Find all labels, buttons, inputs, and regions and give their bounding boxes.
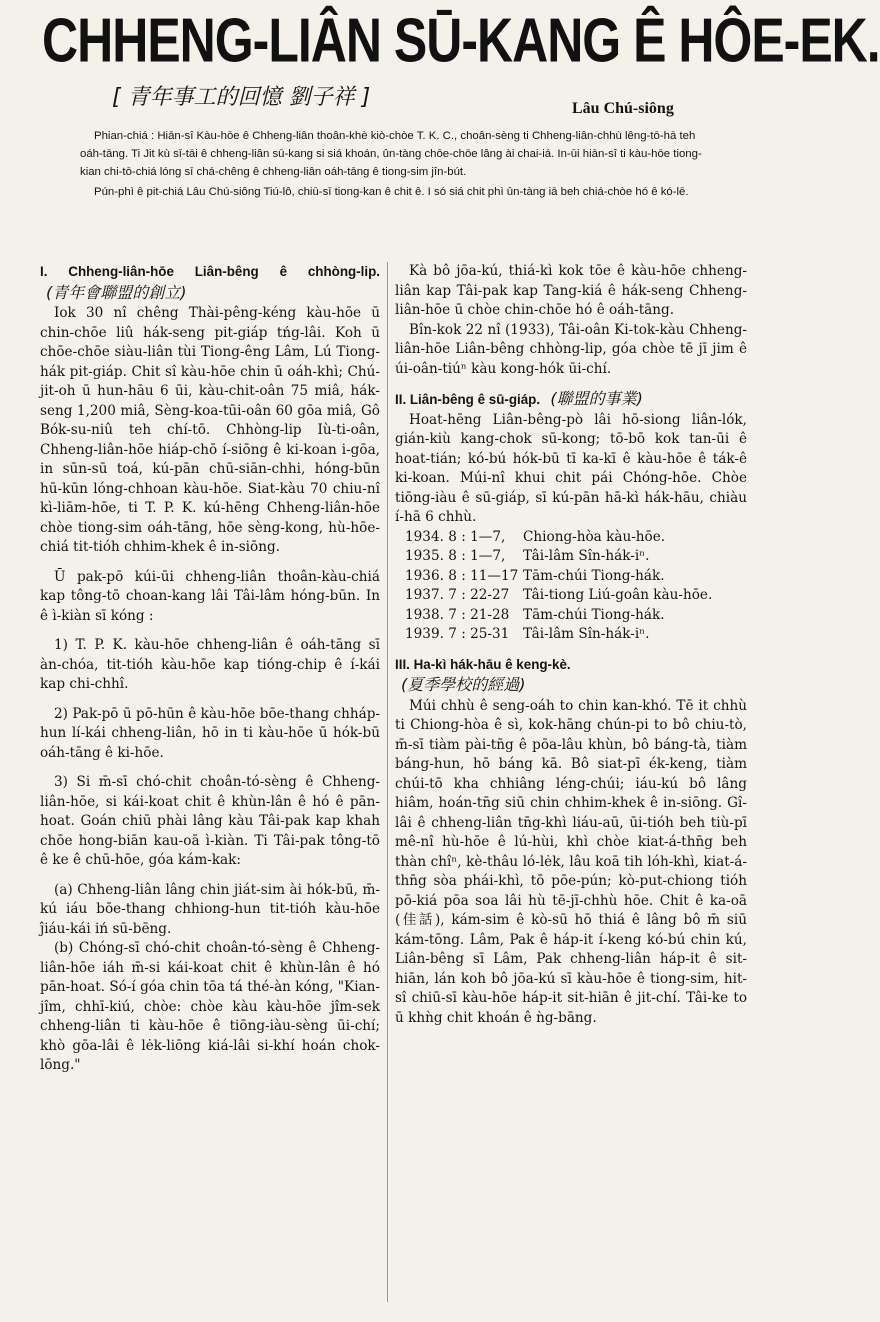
section-1-handwritten-note: (青年會聯盟的創立) [46,282,187,302]
section-3-heading: III. Ha-kì hák-hāu ê keng-kè. [395,656,571,672]
author-name: Lâu Chú-siông [572,100,674,117]
date: 1934. 8 : 1—7, [405,528,506,545]
section-3-handwritten-note: (夏季學校的經過) [401,675,526,694]
date-list [395,528,747,645]
section-2-heading: II. Liân-bêng ê sū-giáp. [395,392,541,407]
paragraph: Múi chhù ê seng-oáh to chin kan-khó. Tē it chhù ti Chiong-hòa ê sì, kok-hāng chún-pi to bô chiu-tò, m̄-sī tiàm pài-tn̄g ê pōa-lâu khùn, bô báng-tà, tiàm báng-hun, hō báng kā. Bô siat-pī ék-keng, tiàm chúi-tō kha chhiâng léng-chúi; iáu-kú bô lâng hiâm, hoán-tn̄g siū chin chhim-khek ê in-siōng. Gî-lâi ê chheng-liân tn̄g-khì liáu-aū, ūi-tióh beh tiù-pī mê-nî hù-hōe ê lú-hùi, khì chòe kiat-á-thn̄g beh thàn chîⁿ, kè-thâu ló-lėk, lâu koā tih lóh-khì, kiat-á-thn̄g sòa phái-khì, tō pōe-pún; kò-put-chiong tióh pō-kiá pōa soa lâi hù tē-jī-chhù hōe. Chit ê ka-oā (佳話), kám-sim ê kò-sū hō thiá ê lâng bô m̄ siū kám-tōng. Lâm, Pak ê háp-it í-keng kó-bú chin kú, Liân-bêng sī Lâm, Pak chheng-liân háp-it ê sit-hiān, lán koh bô jōa-kú sī kàu-hōe ê tiong-sim, hit-sî chiū-sī kàu-hōe háp-it sit-hiān ê jit-chí. Tâi-ke to ū khǹg chit khoán ê ǹg-bāng. [395,697,747,1026]
paragraph: Iok 30 nî chêng Thài-pêng-kéng kàu-hōe ū chin-chōe liû hák-seng pit-giáp tńg-lâi. Koh ū chōe-chōe siàu-liân tùi Tiong-êng Lâm, Lú Tiong-hák pit-giáp. Chit sî kàu-hōe chin ū oáh-khì; Chú-jit-oh ū hun-hāu 6 ūi, kàu-chit-oân 75 miâ, hák-seng 1,200 miâ, Sèng-koa-tūi-oân 60 gōa miâ, Gô Bók-su-niû teh chí-tō. Chhòng-lip Iù-ti-oân, Chheng-liân-hōe hiáp-chō í-siōng ê ki-koan i-gōa, in sūn-sū toá, kú-pān chū-siān-chhi, hóng-būn hū-kūn lóng-chhoan kàu-hōe. Siat-kàu 70 chiu-nî kì-liām-hōe, ti T. P. K. kú-hēng Chheng-liân-hōe chòe tiong-sim oáh-tāng, hōe sèng-kong, hù-hōe-chiá tit-tióh chhim-khek ê in-siōng. [40,305,380,555]
paragraph: Ū pak-pō kúi-ūi chheng-liân thoân-kàu-chiá kap tông-tō choan-kang lâi Tâi-lâm hóng-būn. In ê ì-kiàn sī kóng : [40,568,380,624]
list-item: (b) Chóng-sī chó-chit choân-tó-sèng ê Chheng-liân-hōe iáh m̄-si kái-koat chit ê khùn-lân ê hó pān-hoat. Só-í góa chin tōa tá thé-àn kóng, "Kian-jîm, chhī-kiú, chòe: chòe kàu kàu-hōe jîm-sek chheng-liân ti kàu-hōe ê tiōng-iàu-sèng ūi-chí; khò gōa-lâi ê lėk-liōng kiá-lâi si-khí hoán chok-lōng." [40,940,380,1073]
list-item: 1) T. P. K. kàu-hōe chheng-liân ê oáh-tāng sī àn-chóa, tit-tióh kàu-hōe kap tióng-chip ê í-kái kap chi-chhî. [40,637,380,692]
date: 1936. 8 : 11—17 [405,567,519,584]
right-column [395,262,747,1028]
subtitle-line [112,80,732,120]
date: 1937. 7 : 22-27 [405,587,510,603]
section-1-heading: I. Chheng-liân-hōe Liân-bêng ê chhòng-lip. [40,264,380,279]
page-title: CHHENG-LIÂN SŪ-KANG Ê HÔE-EK. [42,5,880,76]
date-row [395,586,747,606]
handwritten-subtitle: [ 青年事工的回憶 劉子祥 ] [112,85,371,110]
paragraph: Bîn-kok 22 nî (1933), Tâi-oân Ki-tok-kàu Chheng-liân-hōe Liân-bêng chhòng-lip, góa chòe tē jī jim ê úi-oân-tiúⁿ kàu kong-hók ūi-chí. [395,321,747,377]
paragraph: Kà bô jōa-kú, thiá-kì kok tōe ê kàu-hōe chheng-liân kap Tâi-pak kap Tang-kiá ê hák-seng Chheng-liân-hōe ū chòe chin-chōe hó ê oáh-tāng. [395,263,747,318]
date: 1938. 7 : 21-28 [405,606,510,623]
editor-preface [80,127,720,203]
preface-paragraph: Pún-phì ê pit-chiá Lâu Chú-siông Tiú-lô, chiū-sī tiong-kan ê chit ê. I só siá chit phì ûn-tàng iā beh chiá-chòe hó ê kó-lē. [94,186,689,198]
list-item: 2) Pak-pō ū pō-hūn ê kàu-hōe bōe-thang chháp-hun lí-kái chheng-liân, hō in ti kàu-hōe ū hók-bū oáh-tāng ê ki-hōe. [40,705,380,761]
list-item: (a) Chheng-liân lâng chin jiát-sim ài hók-bū, m̄-kú iáu bōe-thang chhiong-hun tit-tióh kàu-hōe ĵiáu-kái iń sū-bēng. [40,881,380,937]
section-heading [395,389,747,411]
paragraph: Hoat-hēng Liân-bêng-pò lâi hō-siong liân-lók, gián-kiù kang-chok sū-kong; tō-bō kok tan-ūi ê hoat-tián; kó-bú hók-bū tī ka-kī ê kàu-hōe ê ták-ê ki-koan. Múi-nî khui chit pái Chóng-hōe. Chòe tiōng-iàu ê sū-giáp, sī kú-pān hā-kì hák-hāu, chiàu í-hā 6 chhù. [395,411,747,525]
date: 1935. 8 : 1—7, [405,548,506,564]
date-row [395,567,747,587]
place: Tām-chúi Tiong-hák. [523,567,665,584]
preface-paragraph: Phian-chiá : Hiān-sî Kàu-hōe ê Chheng-liân thoân-khè kiò-chòe T. K. C., choân-sèng ti Chheng-liân-chhù lêng-tō-hā teh oáh-tāng. Ti Jit kù sī-tāi ê chheng-liân sū-kang si siá khoán, ûn-tàng chōe-chōe lâng ài chai-iá. In-ūi hiān-sî ti kàu-hōe tiong-kian chi-tō-chiá lóng sī chá-chêng ê chheng-liân oáh-tāng ê tiong-sim jîn-bút. [80,130,702,178]
date: 1939. 7 : 25-31 [405,626,510,642]
date-row [395,625,747,645]
section-2-handwritten-note: (聯盟的事業) [550,389,643,408]
place: Tâi-lâm Sîn-hák-iⁿ. [523,548,650,564]
date-row [395,528,747,548]
place: Tâi-lâm Sîn-hák-iⁿ. [523,626,650,642]
column-divider [387,262,388,1302]
date-row [395,547,747,567]
list-item: 3) Si m̄-sī chó-chit choân-tó-sèng ê Chheng-liân-hōe, si kái-koat chit ê khùn-lân ê hó ê pān-hoat. Goán chiū phài lâng kàu Tâi-pak kap khah chōe hong-biān kau-oā ì-kiàn. Ti Tâi-pak tông-tō ê ke ê chū-hōe, góa kám-kak: [40,774,380,868]
place: Tām-chúi Tiong-hák. [523,606,665,623]
section-heading [40,262,380,304]
section-heading [395,655,747,676]
place: Chiong-hòa kàu-hōe. [523,528,666,545]
place: Tâi-tiong Liú-goân kàu-hōe. [523,587,713,603]
left-column [40,262,380,1076]
date-row [395,606,747,626]
